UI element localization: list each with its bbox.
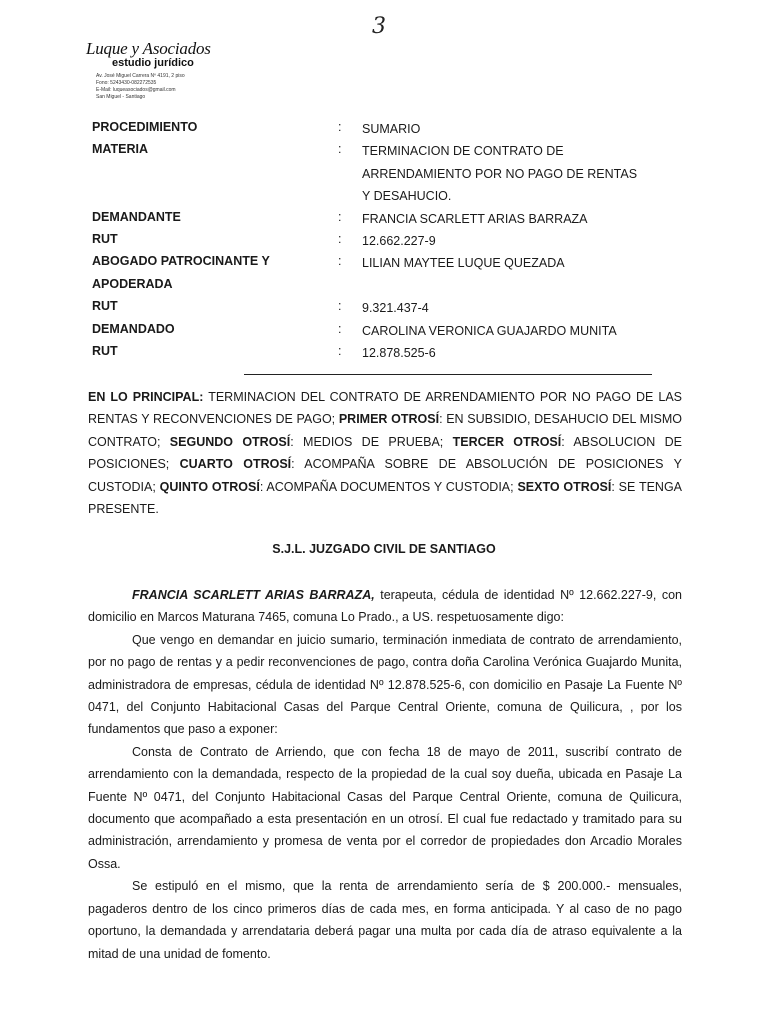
contact-email: E-Mail: luqueasociados@gmail.com: [96, 87, 176, 93]
caption-row: [92, 275, 652, 297]
firm-subtitle: estudio jurídico: [112, 57, 194, 69]
caption-row: [92, 163, 652, 185]
caption-value: 12.662.227-9: [362, 233, 436, 248]
summary-text: : ACOMPAÑA DOCUMENTOS Y CUSTODIA;: [259, 479, 518, 494]
caption-row: [92, 208, 652, 230]
caption-row: [92, 252, 652, 274]
complaint-body: [88, 584, 682, 965]
caption-colon: :: [338, 299, 342, 314]
caption-label: RUT: [92, 299, 118, 314]
caption-colon: :: [338, 209, 342, 224]
body-paragraph: [88, 584, 682, 629]
body-text: terapeuta, cédula de identidad Nº 12.662.227-9, con domicilio en Marcos Maturana 7465, comuna Lo Prado., a US. respetuosamente digo:: [88, 588, 682, 625]
caption-value: TERMINACION DE CONTRATO DE: [362, 144, 564, 159]
caption-label: MATERIA: [92, 142, 149, 157]
summary-heading: CUARTO OTROSÍ: [179, 457, 292, 472]
caption-colon: :: [338, 343, 342, 358]
summary-heading: PRIMER OTROSÍ: [338, 412, 440, 427]
caption-label: DEMANDADO: [92, 321, 175, 336]
caption-row: [92, 297, 652, 319]
contact-city: San Miguel - Santiago: [96, 94, 146, 100]
summary-heading: SEXTO OTROSÍ: [517, 479, 612, 494]
caption-value: 12.878.525-6: [362, 345, 436, 360]
firm-name: Luque y Asociados: [86, 39, 211, 58]
caption-value: FRANCIA SCARLETT ARIAS BARRAZA: [362, 211, 588, 226]
summary-heading: TERCER OTROSÍ: [452, 434, 562, 449]
caption-colon: :: [338, 120, 342, 134]
caption-value: SUMARIO: [362, 122, 421, 136]
plaintiff-name: FRANCIA SCARLETT ARIAS BARRAZA,: [132, 588, 375, 602]
caption-label: APODERADA: [92, 276, 173, 291]
summary-heading: QUINTO OTROSÍ: [159, 479, 260, 494]
caption-colon: :: [338, 254, 342, 269]
letterhead-logo: [86, 40, 246, 101]
case-caption: [92, 118, 652, 364]
caption-row: [92, 140, 652, 162]
contact-phone: Fono: 5243430-082272535: [96, 80, 157, 86]
body-paragraph: Consta de Contrato de Arriendo, que con fecha 18 de mayo de 2011, suscribí contrato de arrendamiento con la demandada, respecto de la propiedad de la cual soy dueña, ubicada en Pasaje La Fuente Nº 0471, del Conjunto Habitacional Casas del Parque Central Oriente, comuna de Quilicura, documento que acompañado a esta presentación en un otrosí. El cual fue redactado y tramitado para su administración, arrendamiento y promesa de venta por el corredor de propiedades don Arcadio Morales Ossa.: [88, 744, 682, 871]
summary-text: : EN SUBSIDIO, DESAHUCIO DEL MISMO CONTRATO;: [88, 412, 683, 449]
page-number: 3: [372, 14, 386, 39]
caption-colon: :: [338, 231, 342, 246]
caption-row: [92, 118, 652, 140]
summary-text: TERMINACION DEL CONTRATO DE ARRENDAMIENTO POR NO PAGO DE LAS RENTAS Y RECONVENCIONES DE PAGO;: [88, 390, 682, 427]
caption-label: ABOGADO PATROCINANTE Y: [92, 254, 270, 269]
caption-value: CAROLINA VERONICA GUAJARDO MUNITA: [362, 323, 617, 338]
separator-line: [244, 374, 652, 375]
body-paragraph: Que vengo en demandar en juicio sumario, terminación inmediata de contrato de arrendamiento, por no pago de rentas y a pedir reconvenciones de pago, contra doña Carolina Verónica Guajardo Munita, administradora de empresas, cédula de identidad Nº 12.878.525-6, con domicilio en Pasaje La Fuente Nº 0471, del Conjunto Habitacional Casas del Parque Central Oriente, comuna de Quilicura, , por los fundamentos que paso a exponer:: [88, 632, 682, 737]
caption-colon: :: [338, 142, 342, 157]
caption-label: RUT: [92, 231, 118, 246]
caption-label: PROCEDIMIENTO: [92, 120, 198, 134]
summary-text: : ABSOLUCION DE POSICIONES;: [88, 434, 683, 472]
summary-text: : ACOMPAÑA SOBRE DE ABSOLUCIÓN DE POSICIONES Y CUSTODIA;: [88, 457, 682, 494]
summary-heading: SEGUNDO OTROSÍ: [169, 434, 291, 449]
caption-value: ARRENDAMIENTO POR NO PAGO DE RENTAS: [362, 166, 638, 181]
caption-label: RUT: [92, 343, 118, 358]
caption-row: [92, 342, 652, 364]
summary-heading: EN LO PRINCIPAL:: [88, 390, 204, 404]
caption-colon: :: [338, 321, 342, 336]
contact-address: Av. José Miguel Carrera Nº 4191, 2 piso: [96, 73, 185, 79]
summary-text: : MEDIOS DE PRUEBA;: [290, 434, 453, 449]
summary-text: : SE TENGA PRESENTE.: [88, 479, 683, 517]
caption-row: [92, 185, 652, 207]
caption-value: Y DESAHUCIO.: [362, 189, 452, 204]
caption-value: 9.321.437-4: [362, 301, 429, 316]
caption-label: DEMANDANTE: [92, 209, 181, 224]
petition-summary: [88, 386, 682, 520]
body-paragraph: Se estipuló en el mismo, que la renta de arrendamiento sería de $ 200.000.- mensuales, pagaderos dentro de los cinco primeros días de cada mes, en forma anticipada. Y al caso de no pago oportuno, la demandada y arrendataria deberá pagar una multa por cada día de atraso equivalente a la mitad de una unidad de fomento.: [88, 879, 682, 961]
caption-row: [92, 230, 652, 252]
caption-row: [92, 320, 652, 342]
caption-value: LILIAN MAYTEE LUQUE QUEZADA: [362, 256, 565, 271]
firm-contact: [96, 73, 246, 101]
court-heading: S.J.L. JUZGADO CIVIL DE SANTIAGO: [272, 542, 496, 556]
